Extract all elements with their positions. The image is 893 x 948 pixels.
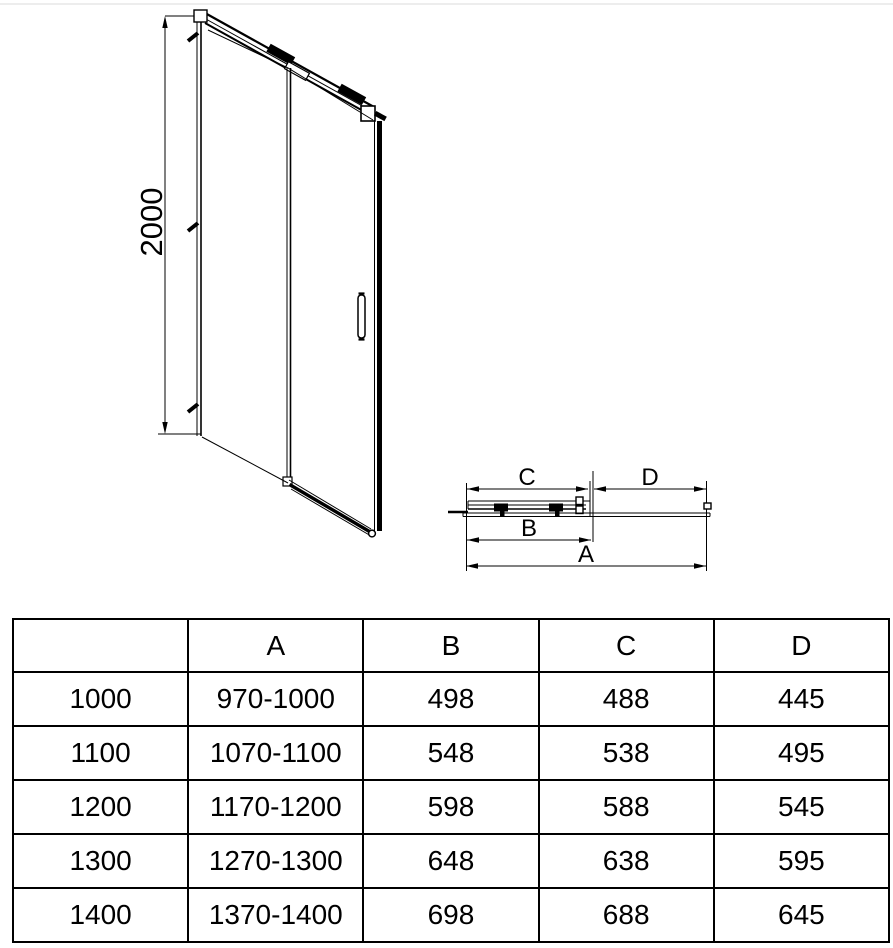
door-handle [358, 294, 365, 340]
table-header-d: D [714, 619, 889, 672]
table-cell-d: 645 [714, 888, 889, 942]
bottom-rail [289, 480, 375, 537]
roller-top-view [549, 504, 563, 512]
table-row [13, 888, 889, 942]
table-cell-a: 970-1000 [188, 672, 363, 726]
dim-d [594, 464, 706, 492]
arrow-up-icon [162, 16, 167, 28]
wall-profile [188, 16, 201, 436]
rail-end-tab [374, 111, 387, 121]
arrow-right-icon [576, 486, 588, 491]
table-header-size [13, 619, 188, 672]
table-cell-c: 538 [539, 726, 714, 780]
table-cell-size: 1300 [13, 834, 188, 888]
table-cell-size: 1200 [13, 780, 188, 834]
table-header-row [13, 619, 889, 672]
table-row [13, 726, 889, 780]
arrow-down-icon [162, 422, 167, 434]
arrow-left-icon [467, 486, 479, 491]
table-cell-b: 498 [363, 672, 538, 726]
roller-carriage [266, 44, 295, 65]
table-cell-b: 698 [363, 888, 538, 942]
table-header-b: B [363, 619, 538, 672]
end-bracket-top-view [576, 506, 583, 514]
table-cell-d: 595 [714, 834, 889, 888]
table-cell-d: 495 [714, 726, 889, 780]
arrow-left-icon [466, 563, 478, 568]
arrow-right-icon [694, 486, 706, 491]
arrow-left-icon [594, 486, 606, 491]
table-cell-c: 588 [539, 780, 714, 834]
table-cell-a: 1070-1100 [188, 726, 363, 780]
roller-top-view [494, 504, 508, 512]
plan-view [448, 464, 711, 571]
table-cell-size: 1000 [13, 672, 188, 726]
table-cell-b: 598 [363, 780, 538, 834]
table-row [13, 780, 889, 834]
plan-rail [468, 497, 590, 517]
end-bracket-top-view [576, 497, 583, 505]
arrow-left-icon [467, 537, 479, 542]
table-cell-a: 1370-1400 [188, 888, 363, 942]
right-stile [375, 120, 380, 531]
table-cell-c: 638 [539, 834, 714, 888]
rail-left-cap [194, 10, 207, 22]
dim-d-label: D [641, 464, 659, 491]
table-header-c: C [539, 619, 714, 672]
table-cell-b: 548 [363, 726, 538, 780]
table-cell-c: 488 [539, 672, 714, 726]
dim-b [467, 515, 591, 543]
height-dimension-label: 2000 [134, 187, 169, 257]
table-header-a: A [188, 619, 363, 672]
dim-c-label: C [518, 464, 536, 491]
front-view [134, 10, 387, 537]
table-row [13, 672, 889, 726]
table-cell-c: 688 [539, 888, 714, 942]
table-cell-d: 445 [714, 672, 889, 726]
dim-a-label: A [577, 541, 595, 568]
table-cell-a: 1170-1200 [188, 780, 363, 834]
arrow-right-icon [694, 563, 706, 568]
dim-a [466, 541, 706, 569]
glass-bottom-edge [202, 437, 288, 483]
dim-b-label: B [520, 515, 538, 542]
table-cell-b: 648 [363, 834, 538, 888]
rail-foot [369, 530, 376, 537]
middle-stile [283, 68, 292, 486]
dimensions-table [12, 618, 890, 943]
dim-c [467, 464, 588, 492]
table-cell-size: 1100 [13, 726, 188, 780]
table-cell-size: 1400 [13, 888, 188, 942]
table-row [13, 834, 889, 888]
wall-bracket-top-view [704, 503, 711, 509]
table-cell-a: 1270-1300 [188, 834, 363, 888]
table-cell-d: 545 [714, 780, 889, 834]
